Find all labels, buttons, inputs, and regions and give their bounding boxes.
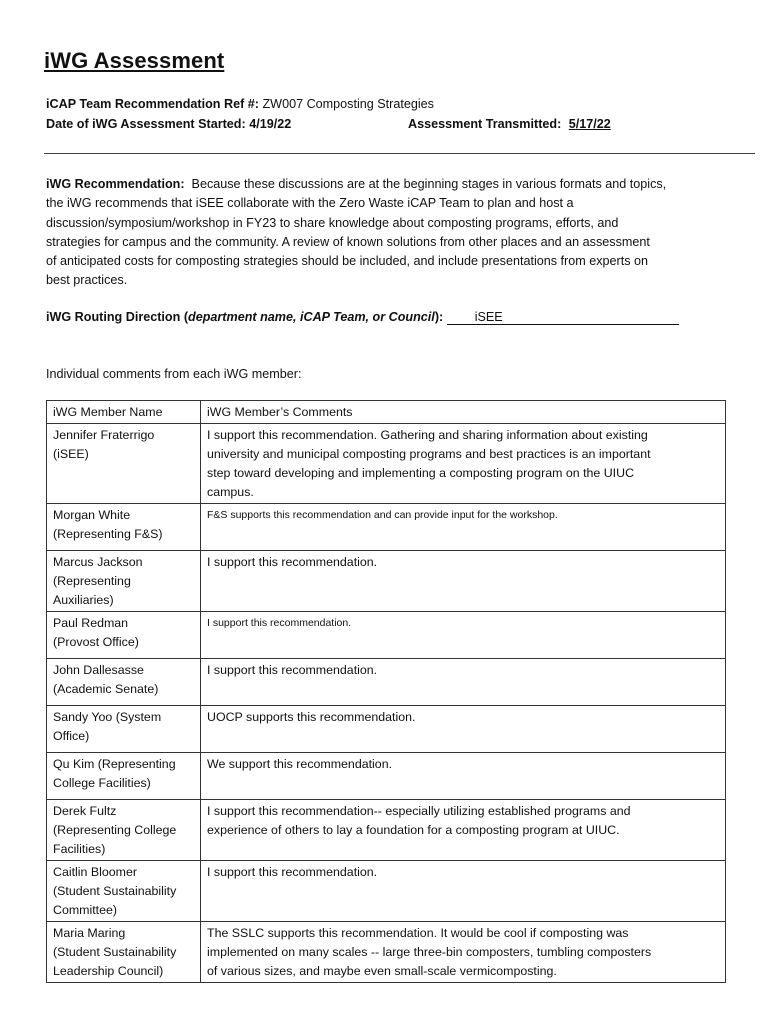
member-name-line: (Representing College [53, 823, 177, 837]
member-comment-line: UOCP supports this recommendation. [207, 710, 416, 724]
member-comment-line: I support this recommendation. Gathering and sharing information about existing [207, 428, 648, 442]
member-comment-line: I support this recommendation. [207, 865, 378, 879]
member-comment-cell [201, 424, 726, 504]
date-started-label: Date of iWG Assessment Started: [46, 117, 246, 131]
member-comment-line: implemented on many scales -- large three-bin composters, tumbling composters [207, 945, 652, 959]
member-name-line: Committee) [53, 903, 118, 917]
member-name-line: Maria Maring [53, 926, 126, 940]
member-comment-cell [201, 612, 726, 659]
member-name-line: Marcus Jackson [53, 555, 143, 569]
member-name-line: (iSEE) [53, 447, 89, 461]
member-name-line: College Facilities) [53, 776, 151, 790]
member-comment-line: I support this recommendation. [207, 617, 352, 629]
member-name-cell [47, 861, 201, 922]
table-row [47, 424, 726, 504]
member-name-line: (Academic Senate) [53, 682, 159, 696]
member-comment-cell [201, 659, 726, 706]
member-name-cell [47, 706, 201, 753]
header-member-comments: iWG Member’s Comments [201, 401, 726, 424]
member-name-line: Auxiliaries) [53, 593, 114, 607]
member-name-line: (Student Sustainability [53, 945, 177, 959]
member-name-cell [47, 922, 201, 983]
recommendation-label: iWG Recommendation: [46, 177, 185, 191]
ref-label: iCAP Team Recommendation Ref #: [46, 97, 259, 111]
member-comment-line: of various sizes, and maybe even small-scale vermicomposting. [207, 964, 557, 978]
table-row [47, 659, 726, 706]
member-comment-cell [201, 922, 726, 983]
routing-line [46, 310, 679, 325]
member-name-cell [47, 551, 201, 612]
member-name-line: (Representing [53, 574, 131, 588]
member-name-line: Leadership Council) [53, 964, 164, 978]
member-name-cell [47, 504, 201, 551]
member-comment-cell [201, 753, 726, 800]
table-row [47, 504, 726, 551]
member-name-line: Caitlin Bloomer [53, 865, 138, 879]
member-comment-line: The SSLC supports this recommendation. It would be cool if composting was [207, 926, 629, 940]
routing-label-start: iWG Routing Direction ( [46, 310, 189, 324]
member-comment-cell [201, 800, 726, 861]
member-name-line: (Provost Office) [53, 635, 139, 649]
date-started-line [46, 117, 291, 131]
recommendation-line: of anticipated costs for composting strategies should be included, and include presentations from experts on [46, 254, 649, 269]
member-name-line: Paul Redman [53, 616, 129, 630]
member-name-line: John Dallesasse [53, 663, 144, 677]
transmitted-value: 5/17/22 [568, 117, 611, 131]
recommendation-line: the iWG recommends that iSEE collaborate with the Zero Waste iCAP Team to plan and host a [46, 196, 574, 211]
member-comment-cell [201, 706, 726, 753]
date-started-value: 4/19/22 [249, 117, 292, 131]
member-name-cell [47, 800, 201, 861]
page-title: iWG Assessment [44, 48, 225, 73]
routing-label-end: ): [434, 310, 444, 324]
member-name-cell [47, 424, 201, 504]
member-name-cell [47, 612, 201, 659]
comments-intro: Individual comments from each iWG member: [46, 367, 302, 381]
member-comment-cell [201, 551, 726, 612]
member-name-line: (Student Sustainability [53, 884, 177, 898]
member-comment-line: F&S supports this recommendation and can provide input for the workshop. [207, 509, 558, 521]
table-row [47, 753, 726, 800]
transmitted-line [408, 117, 611, 131]
member-comment-line: We support this recommendation. [207, 757, 393, 771]
member-name-line: Derek Fultz [53, 804, 117, 818]
member-name-line: Qu Kim (Representing [53, 757, 176, 771]
recommendation-paragraph [46, 175, 726, 291]
member-comment-cell [201, 504, 726, 551]
member-comment-line: step toward developing and implementing a composting program on the UIUC [207, 466, 635, 480]
recommendation-line: Because these discussions are at the beginning stages in various formats and topics, [191, 177, 667, 191]
table-row [47, 612, 726, 659]
table-row [47, 800, 726, 861]
recommendation-line: discussion/symposium/workshop in FY23 to share knowledge about composting programs, efforts, and [46, 215, 619, 230]
member-name-cell [47, 659, 201, 706]
member-name-line: (Representing F&S) [53, 527, 163, 541]
table-row [47, 861, 726, 922]
header-member-name: iWG Member Name [47, 401, 201, 424]
table-row [47, 922, 726, 983]
member-comments-table [46, 400, 726, 983]
horizontal-divider [44, 153, 755, 154]
member-comment-cell [201, 861, 726, 922]
transmitted-label: Assessment Transmitted: [408, 117, 562, 131]
table-header-row [47, 401, 726, 424]
member-comment-line: I support this recommendation-- especially utilizing established programs and [207, 804, 631, 818]
routing-label-italic: department name, iCAP Team, or Council [188, 310, 435, 324]
table-row [47, 551, 726, 612]
ref-line [46, 97, 434, 111]
member-name-line: Office) [53, 729, 90, 743]
member-comment-line: I support this recommendation. [207, 555, 378, 569]
routing-value: iSEE [447, 310, 679, 325]
member-name-cell [47, 753, 201, 800]
member-name-line: Sandy Yoo (System [53, 710, 162, 724]
recommendation-line: strategies for campus and the community. A review of known solutions from other places and an assessment [46, 234, 650, 249]
member-name-line: Jennifer Fraterrigo [53, 428, 155, 442]
recommendation-line: best practices. [46, 273, 128, 288]
ref-value: ZW007 Composting Strategies [262, 97, 434, 111]
member-comment-line: campus. [207, 485, 254, 499]
member-comment-line: experience of others to lay a foundation for a composting program at UIUC. [207, 823, 620, 837]
member-comment-line: I support this recommendation. [207, 663, 378, 677]
table-row [47, 706, 726, 753]
member-name-line: Morgan White [53, 508, 131, 522]
member-comment-line: university and municipal composting programs and best practices is an important [207, 447, 651, 461]
member-name-line: Facilities) [53, 842, 106, 856]
